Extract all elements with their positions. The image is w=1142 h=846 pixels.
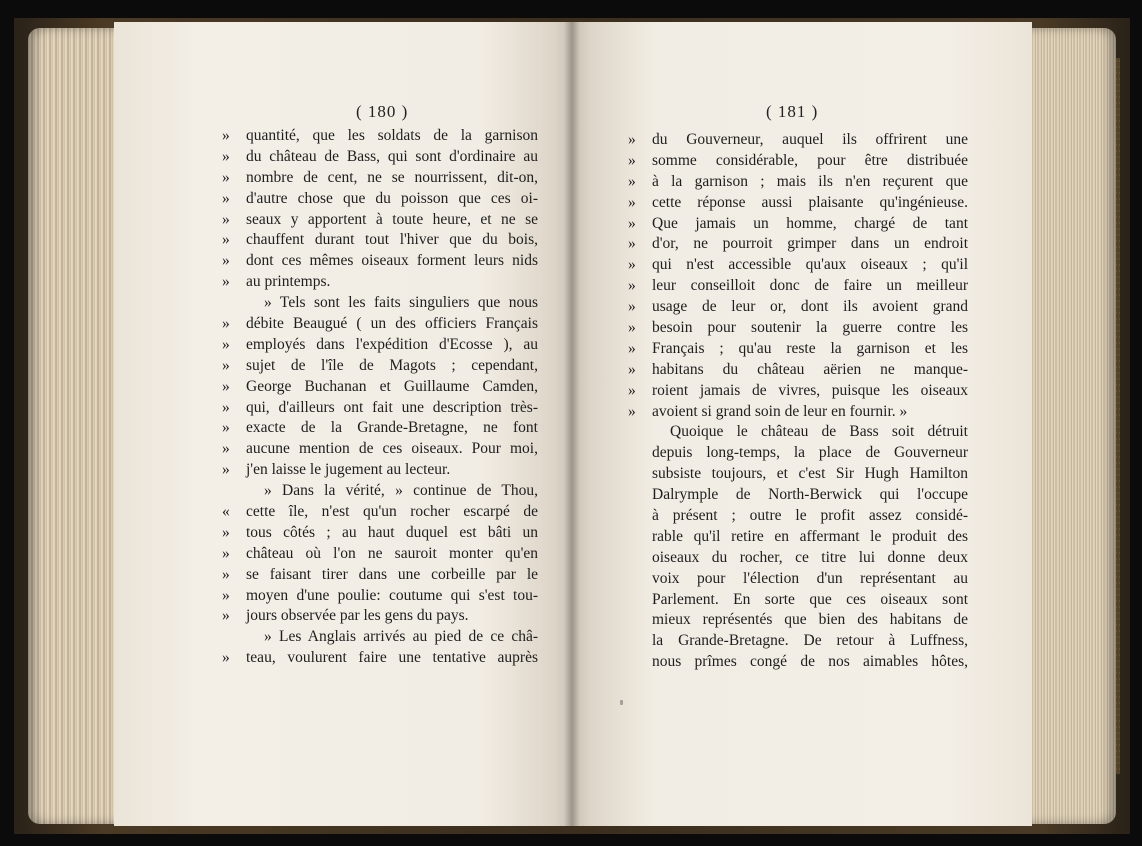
text-line — [628, 130, 968, 151]
quote-mark: » — [222, 189, 230, 207]
line-text: depuis long-temps, la place de Gouverneur — [652, 444, 968, 462]
line-text: jours observée par les gens du pays. — [246, 607, 469, 625]
quote-mark: » — [222, 252, 230, 270]
text-line — [628, 318, 968, 339]
line-text: qui n'est accessible qu'aux oiseaux ; qu'il — [652, 256, 968, 274]
line-text: qui, d'ailleurs ont fait une description très- — [246, 398, 538, 416]
text-line — [222, 418, 538, 439]
line-text: d'or, ne pourroit grimper dans un endroit — [652, 235, 968, 253]
line-text: employés dans l'expédition d'Ecosse ), au — [246, 335, 538, 353]
quote-mark: » — [222, 586, 230, 604]
quote-mark: » — [222, 127, 230, 144]
text-line — [652, 464, 968, 485]
line-text: mieux représentés que bien des habitans de — [652, 611, 968, 629]
text-line — [222, 335, 538, 356]
text-line — [652, 652, 968, 673]
right-page — [572, 22, 1032, 826]
quote-mark: » — [628, 235, 636, 253]
line-text: George Buchanan et Guillaume Camden, — [246, 377, 538, 395]
line-text: à présent ; outre le profit assez considé- — [652, 507, 968, 525]
text-line — [628, 360, 968, 381]
line-text: d'autre chose que du poisson que ces oi- — [246, 189, 538, 207]
text-line — [652, 527, 968, 548]
right-page-number: ( 181 ) — [766, 102, 819, 121]
text-line — [628, 214, 968, 235]
text-line — [652, 548, 968, 569]
quote-mark: » — [222, 523, 230, 541]
line-text: » Dans la vérité, » continue de Thou, — [264, 482, 538, 500]
quote-mark: » — [628, 277, 636, 295]
line-text: Quoique le château de Bass soit détruit — [670, 423, 968, 441]
text-line — [628, 276, 968, 297]
line-text: aucune mention de ces oiseaux. Pour moi, — [246, 440, 538, 458]
quote-mark: » — [222, 419, 230, 437]
text-line — [222, 439, 538, 460]
line-text: subsiste toujours, et c'est Sir Hugh Hamilton — [652, 465, 968, 483]
text-line — [652, 506, 968, 527]
quote-mark: » — [222, 210, 230, 228]
line-text: chauffent durant tout l'hiver que du bois, — [246, 231, 538, 249]
text-line — [628, 339, 968, 360]
page-speck — [620, 700, 623, 705]
text-line — [222, 586, 538, 607]
quote-mark: » — [628, 193, 636, 211]
text-line — [628, 402, 968, 423]
quote-mark: » — [628, 131, 636, 148]
text-line — [222, 502, 538, 523]
text-line — [222, 356, 538, 377]
line-text: au printemps. — [246, 273, 331, 291]
text-line — [652, 610, 968, 631]
line-text: moyen d'une poulie: coutume qui s'est tou- — [246, 586, 538, 604]
line-text: à la garnison ; mais ils n'en reçurent que — [652, 172, 968, 190]
text-line — [222, 168, 538, 189]
line-text: avoient si grand soin de leur en fournir. » — [652, 402, 908, 420]
line-text: nous prîmes congé de nos aimables hôtes, — [652, 653, 968, 671]
text-line — [652, 422, 968, 443]
quote-mark: » — [628, 298, 636, 316]
quote-mark: » — [222, 607, 230, 625]
left-page-text — [222, 126, 538, 669]
line-text: habitans du château aërien ne manque- — [652, 360, 968, 378]
quote-mark: » — [222, 231, 230, 249]
text-line — [628, 255, 968, 276]
text-line — [628, 381, 968, 402]
text-line — [222, 272, 538, 293]
line-text: Parlement. En sorte que ces oiseaux sont — [652, 590, 968, 608]
line-text: quantité, que les soldats de la garnison — [246, 127, 538, 144]
text-line — [628, 234, 968, 255]
text-line — [222, 210, 538, 231]
line-text: Dalrymple de North-Berwick qui l'occupe — [652, 486, 968, 504]
line-text: Que jamais un homme, chargé de tant — [652, 214, 968, 232]
text-line — [628, 193, 968, 214]
line-text: dont ces mêmes oiseaux forment leurs nids — [246, 252, 538, 270]
line-text: voix pour l'élection d'un représentant au — [652, 569, 968, 587]
line-text: tous côtés ; au haut duquel est bâti un — [246, 523, 538, 541]
text-line — [652, 443, 968, 464]
open-book — [28, 20, 1116, 832]
quote-mark: « — [222, 503, 230, 521]
page-edges-left — [28, 28, 120, 824]
quote-mark: » — [222, 649, 230, 667]
left-page — [114, 22, 572, 826]
quote-mark: » — [222, 377, 230, 395]
line-text: la Grande-Bretagne. De retour à Luffness, — [652, 632, 968, 650]
quote-mark: » — [628, 151, 636, 169]
text-line — [222, 398, 538, 419]
text-line — [628, 172, 968, 193]
left-page-number: ( 180 ) — [356, 102, 409, 121]
line-text: sujet de l'île de Magots ; cependant, — [246, 356, 538, 374]
quote-mark: » — [222, 147, 230, 165]
quote-mark: » — [628, 360, 636, 378]
text-line — [628, 297, 968, 318]
text-line — [652, 631, 968, 652]
line-text: besoin pour soutenir la guerre contre les — [652, 319, 968, 337]
line-text: leur conseilloit donc de faire un meilleur — [652, 277, 968, 295]
quote-mark: » — [222, 461, 230, 479]
line-text: oiseaux du rocher, ce titre lui donne deux — [652, 548, 968, 566]
line-text: teau, voulurent faire une tentative auprès — [246, 649, 538, 667]
text-line — [222, 606, 538, 627]
quote-mark: » — [628, 339, 636, 357]
text-line — [246, 293, 538, 314]
text-line — [222, 460, 538, 481]
line-text: château où l'on ne sauroit monter qu'en — [246, 544, 538, 562]
quote-mark: » — [222, 335, 230, 353]
quote-mark: » — [628, 381, 636, 399]
quote-mark: » — [628, 402, 636, 420]
line-text: cette réponse aussi plaisante qu'ingénieuse. — [652, 193, 968, 211]
text-line — [652, 590, 968, 611]
quote-mark: » — [628, 319, 636, 337]
line-text: Français ; qu'au reste la garnison et les — [652, 339, 968, 357]
text-line — [222, 189, 538, 210]
text-line — [222, 126, 538, 147]
quote-mark: » — [628, 256, 636, 274]
right-page-text — [628, 130, 968, 673]
line-text: se faisant tirer dans une corbeille par le — [246, 565, 538, 583]
line-text: cette île, n'est qu'un rocher escarpé de — [246, 503, 538, 521]
quote-mark: » — [222, 440, 230, 458]
text-line — [222, 314, 538, 335]
line-text: exacte de la Grande-Bretagne, ne font — [246, 419, 538, 437]
line-text: » Tels sont les faits singuliers que nous — [264, 294, 538, 312]
text-line — [222, 544, 538, 565]
quote-mark: » — [222, 565, 230, 583]
book-gutter — [564, 22, 580, 826]
text-line — [222, 230, 538, 251]
line-text: nombre de cent, ne se nourrissent, dit-on, — [246, 168, 538, 186]
text-line — [222, 251, 538, 272]
quote-mark: » — [222, 315, 230, 333]
text-line — [652, 569, 968, 590]
line-text: débite Beaugué ( un des officiers Français — [246, 315, 538, 333]
text-line — [246, 627, 538, 648]
text-line — [222, 565, 538, 586]
line-text: usage de leur or, dont ils avoient grand — [652, 298, 968, 316]
text-line — [652, 485, 968, 506]
line-text: » Les Anglais arrivés au pied de ce châ- — [264, 628, 538, 646]
page-edges-right — [1024, 28, 1116, 824]
quote-mark: » — [222, 356, 230, 374]
text-line — [222, 377, 538, 398]
line-text: seaux y apportent à toute heure, et ne se — [246, 210, 538, 228]
quote-mark: » — [222, 168, 230, 186]
quote-mark: » — [628, 214, 636, 232]
line-text: roient jamais de vivres, puisque les oiseaux — [652, 381, 968, 399]
line-text: du château de Bass, qui sont d'ordinaire au — [246, 147, 538, 165]
quote-mark: » — [628, 172, 636, 190]
quote-mark: » — [222, 398, 230, 416]
text-line — [222, 147, 538, 168]
text-line — [222, 648, 538, 669]
quote-mark: » — [222, 544, 230, 562]
line-text: j'en laisse le jugement au lecteur. — [246, 461, 451, 479]
line-text: rable qu'il retire en affermant le produit des — [652, 527, 968, 545]
quote-mark: » — [222, 273, 230, 291]
text-line — [628, 151, 968, 172]
line-text: du Gouverneur, auquel ils offrirent une — [652, 131, 968, 148]
text-line — [222, 523, 538, 544]
line-text: somme considérable, pour être distribuée — [652, 151, 968, 169]
text-line — [246, 481, 538, 502]
